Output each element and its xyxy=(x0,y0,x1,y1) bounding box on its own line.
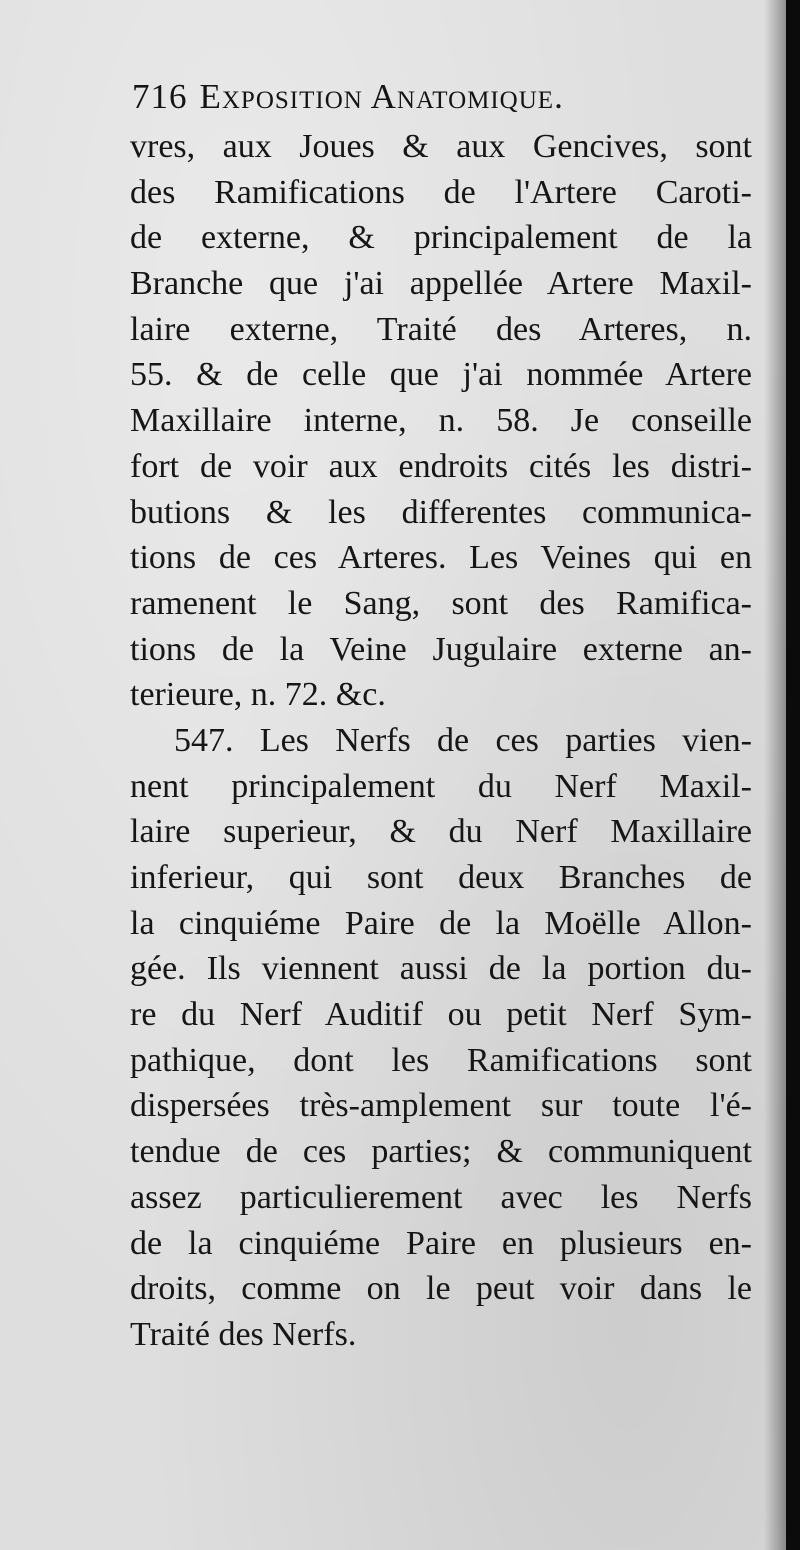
text-line: tendue de ces parties; & communiquent xyxy=(130,1133,752,1171)
text-line: laire externe, Traité des Arteres, n. xyxy=(130,310,752,348)
paragraph-2 xyxy=(130,718,752,1358)
text-line: la cinquiéme Paire de la Moëlle Allon- xyxy=(130,904,752,942)
text-line: pathique, dont les Ramifications sont xyxy=(130,1041,752,1079)
text-line: inferieur, qui sont deux Branches de xyxy=(130,859,752,896)
text-line: 547. Les Nerfs de ces parties vien- xyxy=(174,721,752,759)
text-line: vres, aux Joues & aux Gencives, sont xyxy=(130,128,752,165)
text-line: Maxillaire interne, n. 58. Je conseille xyxy=(130,402,752,440)
text-line: 55. & de celle que j'ai nommée Artere xyxy=(130,356,752,394)
text-line: dispersées très-amplement sur toute l'é- xyxy=(130,1087,752,1125)
paragraph-1 xyxy=(130,124,752,718)
text-line: Branche que j'ai appellée Artere Maxil- xyxy=(130,265,752,303)
text-line: tions de ces Arteres. Les Veines qui en xyxy=(130,539,752,577)
page-edge-shadow xyxy=(764,0,786,1550)
text-line: gée. Ils viennent aussi de la portion du- xyxy=(130,950,752,988)
text-line: Traité des Nerfs. xyxy=(130,1315,357,1353)
text-line: terieure, n. 72. &c. xyxy=(130,676,386,714)
text-line: re du Nerf Auditif ou petit Nerf Sym- xyxy=(130,996,752,1034)
text-line: laire superieur, & du Nerf Maxillaire xyxy=(130,813,752,851)
text-line: ramenent le Sang, sont des Ramifica- xyxy=(130,584,752,622)
text-line: nent principalement du Nerf Maxil- xyxy=(130,767,752,805)
text-line: tions de la Veine Jugulaire externe an- xyxy=(130,630,752,668)
text-line: de la cinquiéme Paire en plusieurs en- xyxy=(130,1224,752,1262)
running-header xyxy=(132,74,752,120)
text-line: butions & les differentes communica- xyxy=(130,493,752,531)
page-number: 716 xyxy=(132,77,188,116)
text-line: assez particulierement avec les Nerfs xyxy=(130,1178,752,1216)
text-line: droits, comme on le peut voir dans le xyxy=(130,1270,752,1308)
running-title: Exposition Anatomique. xyxy=(199,77,564,116)
text-line: de externe, & principalement de la xyxy=(130,219,752,257)
body-text xyxy=(130,124,752,1358)
text-line: fort de voir aux endroits cités les distri- xyxy=(130,447,752,485)
text-line: des Ramifications de l'Artere Caroti- xyxy=(130,173,752,211)
